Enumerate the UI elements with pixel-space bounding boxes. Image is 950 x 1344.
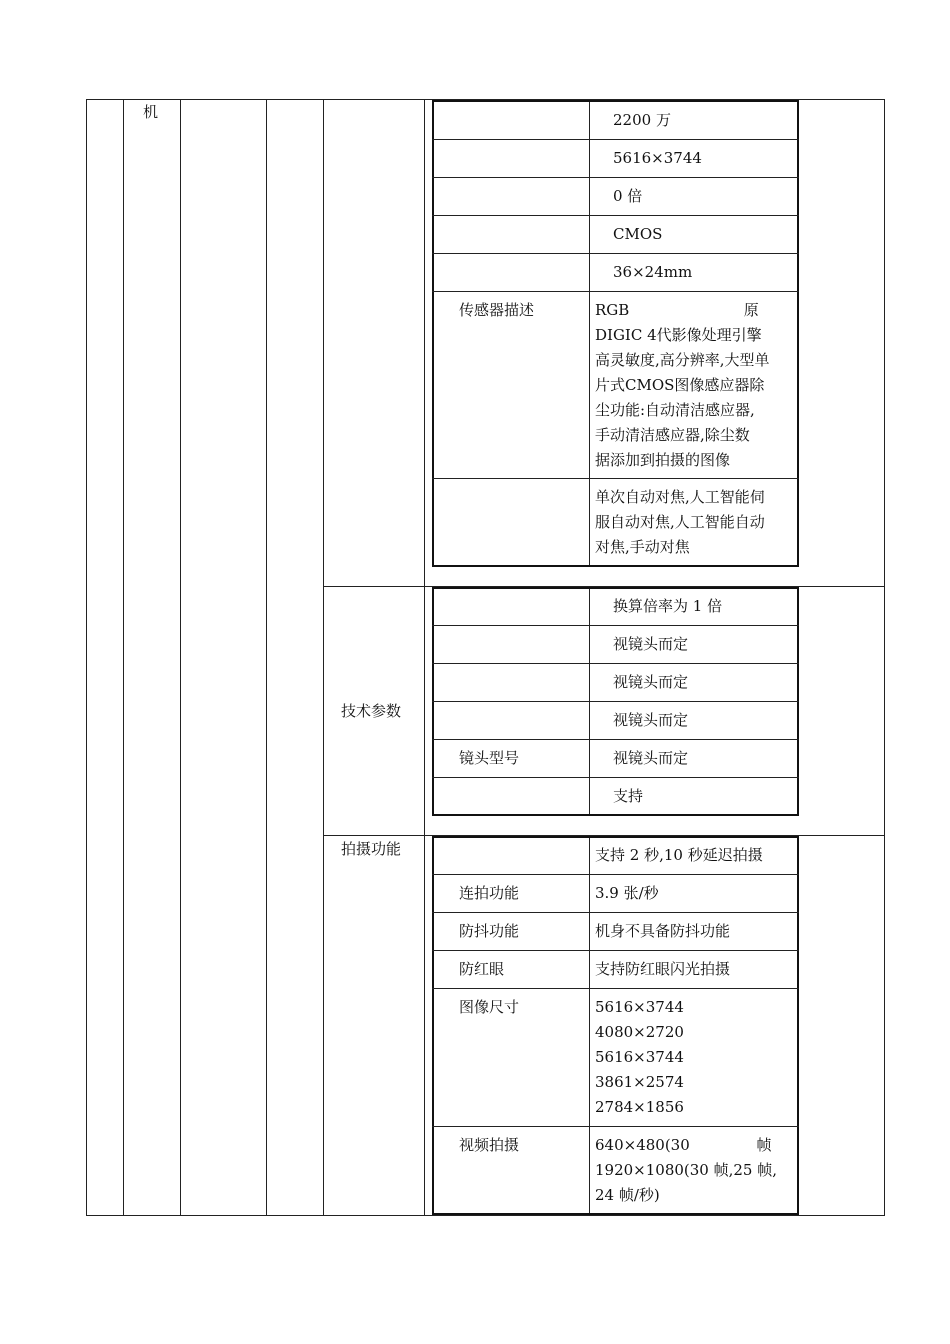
g3-row-line (432, 874, 799, 875)
g1-value: 0 倍 (613, 187, 643, 205)
g1-mid-border (589, 100, 590, 567)
g2-row-line (432, 625, 799, 626)
g1-value: 2200 万 (613, 111, 671, 129)
outer-col-line-2 (123, 99, 124, 1216)
g3-key-video: 视频拍摄 (459, 1136, 520, 1154)
g3-row-line (432, 912, 799, 913)
g3-image-size-line: 4080×2720 (595, 1023, 684, 1041)
outer-col-line-5 (323, 99, 324, 1216)
g3-left-border (432, 836, 434, 1215)
g1-sensor-desc-line: DIGIC 4代影像处理引擎 (595, 326, 762, 344)
g3-image-size-line: 5616×3744 (595, 998, 684, 1016)
outer-bottom-border (86, 1215, 885, 1216)
g3-image-size-line: 5616×3744 (595, 1048, 684, 1066)
g3-video-line: 24 帧/秒) (595, 1186, 660, 1204)
g1-focus-line: 对焦,手动对焦 (595, 538, 690, 556)
g3-video-line: 1920×1080(30 帧,25 帧, (595, 1161, 778, 1179)
g2-row-line (432, 739, 799, 740)
outer-col-line-4 (266, 99, 267, 1216)
g1-value: CMOS (613, 225, 663, 243)
g2-value: 支持 (613, 787, 644, 805)
g1-top-border (432, 100, 799, 102)
outer-col-line-7 (884, 99, 885, 1216)
section-label-tech-params: 技术参数 (341, 702, 402, 720)
g3-top-border (432, 836, 799, 838)
g1-left-border (432, 100, 434, 567)
g1-row-line (432, 478, 799, 479)
g3-value: 3.9 张/秒 (595, 884, 659, 902)
g3-value: 机身不具备防抖功能 (595, 922, 731, 940)
g1-sensor-desc-line: 手动清洁感应器,除尘数 (595, 426, 750, 444)
g3-key-burst: 连拍功能 (459, 884, 520, 902)
g1-focus-line: 单次自动对焦,人工智能伺 (595, 488, 765, 506)
col2-label: 机 (143, 103, 159, 121)
g2-top-border (432, 587, 799, 589)
g1-bottom-border (432, 565, 799, 567)
g3-key-red-eye: 防红眼 (459, 960, 505, 978)
g1-sensor-desc-line: 尘功能:自动清洁感应器, (595, 401, 755, 419)
g2-row-line (432, 701, 799, 702)
g2-value: 视镜头而定 (613, 673, 689, 691)
g3-value: 支持 2 秒,10 秒延迟拍摄 (595, 846, 763, 864)
g1-sensor-desc-line: 高灵敏度,高分辨率,大型单 (595, 351, 770, 369)
g1-sensor-desc-line: 片式CMOS图像感应器除 (595, 376, 765, 394)
g3-value: 支持防红眼闪光拍摄 (595, 960, 731, 978)
g1-value: 36×24mm (613, 263, 693, 281)
g1-sensor-desc-line: 据添加到拍摄的图像 (595, 451, 731, 469)
g2-value: 换算倍率为 1 倍 (613, 597, 723, 615)
g3-row-line (432, 988, 799, 989)
g2-bottom-border (432, 814, 799, 816)
g1-sensor-desc-line: RGB 原 (595, 301, 759, 319)
outer-col-line-6 (424, 99, 425, 1216)
g1-row-line (432, 215, 799, 216)
section-label-shooting: 拍摄功能 (341, 840, 402, 858)
g2-value: 视镜头而定 (613, 711, 689, 729)
g3-bottom-border (432, 1213, 799, 1215)
g1-row-line (432, 253, 799, 254)
g3-row-line (432, 1126, 799, 1127)
g2-value: 视镜头而定 (613, 749, 689, 767)
g3-row-line (432, 950, 799, 951)
g1-key-sensor-desc: 传感器描述 (459, 301, 535, 319)
g3-mid-border (589, 836, 590, 1215)
g1-row-line (432, 139, 799, 140)
g2-row-line (432, 777, 799, 778)
g2-value: 视镜头而定 (613, 635, 689, 653)
g1-value: 5616×3744 (613, 149, 702, 167)
g1-row-line (432, 291, 799, 292)
g1-right-border (797, 100, 799, 567)
g3-key-image-size: 图像尺寸 (459, 998, 520, 1016)
g2-key-lens-model: 镜头型号 (459, 749, 520, 767)
outer-col-line-3 (180, 99, 181, 1216)
g3-image-size-line: 2784×1856 (595, 1098, 684, 1116)
g2-row-line (432, 663, 799, 664)
g3-image-size-line: 3861×2574 (595, 1073, 684, 1091)
outer-col-line-1 (86, 99, 87, 1216)
g3-right-border (797, 836, 799, 1215)
g1-row-line (432, 177, 799, 178)
g3-video-line: 640×480(30 帧 (595, 1136, 772, 1154)
g1-focus-line: 服自动对焦,人工智能自动 (595, 513, 765, 531)
g3-key-stabilization: 防抖功能 (459, 922, 520, 940)
